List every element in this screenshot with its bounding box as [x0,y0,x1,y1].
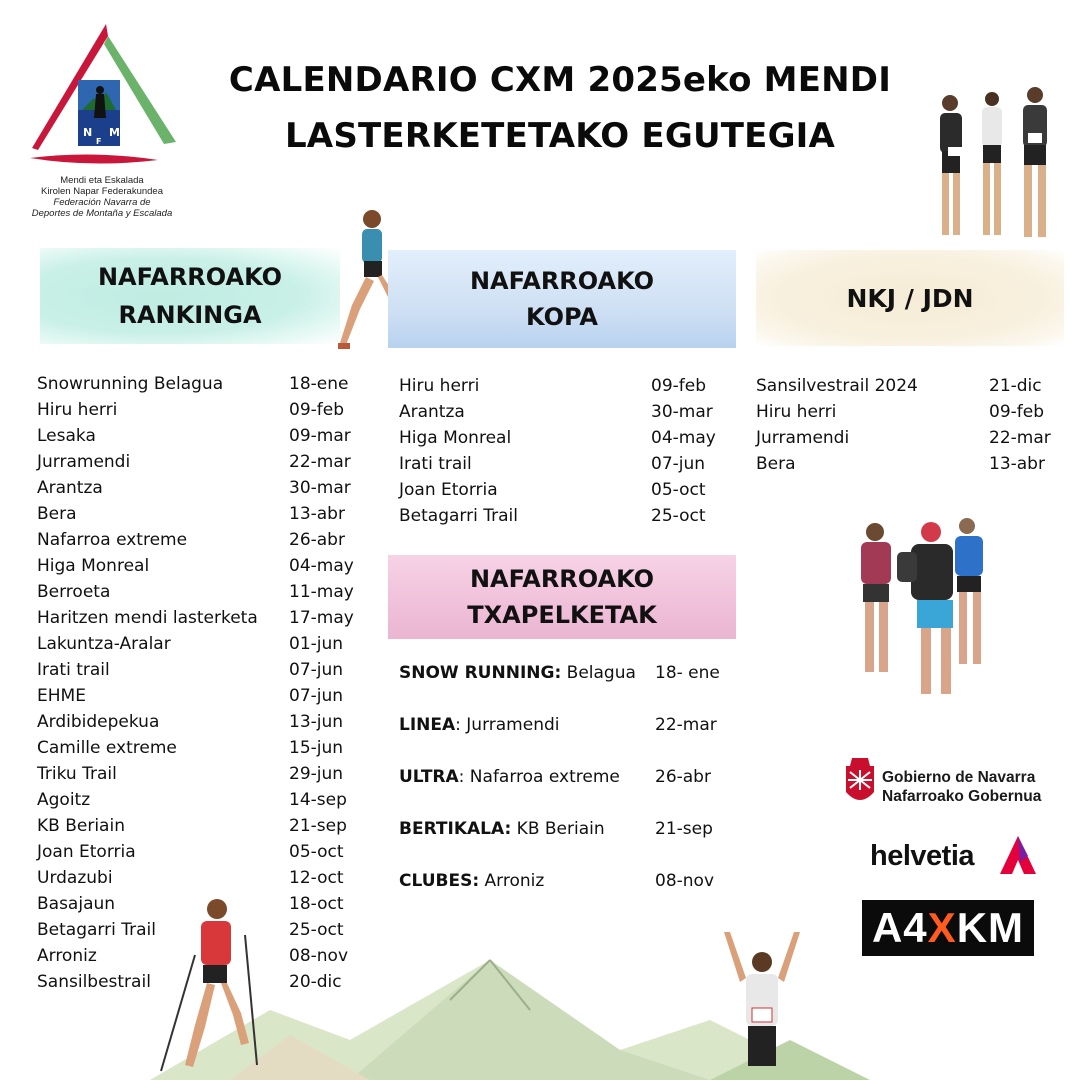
event-row [37,631,377,657]
event-row [37,553,377,579]
event-row [756,425,1076,451]
event-name: Betagarri Trail [399,506,518,526]
celebrating-runner-photo [712,930,812,1080]
txapelketak-event-list [399,660,739,920]
event-name: Joan Etorria [37,842,136,862]
event-name: Camille extreme [37,738,177,758]
event-date: 18-oct [289,894,344,914]
event-name: Ardibidepekua [37,712,160,732]
runners-group-photo [920,85,1070,250]
nkj-event-list [756,373,1076,477]
championship-event-name: : Jurramendi [455,715,560,735]
event-date: 08-nov [289,946,349,966]
event-date: 05-oct [651,480,706,500]
event-row [399,399,739,425]
svg-text:M: M [109,126,120,139]
event-name: EHME [37,686,86,706]
gobierno-navarra-shield-icon [842,756,878,810]
event-row [399,373,739,399]
event-row [37,839,377,865]
championship-category: ULTRA [399,767,459,787]
txapelketak-banner: NAFARROAKO TXAPELKETAK [388,555,736,639]
event-name: Bera [37,504,77,524]
event-row [37,371,377,397]
event-date: 25-oct [651,506,706,526]
ranking-banner: NAFARROAKO RANKINGA [40,248,340,344]
championship-date: 22-mar [655,715,717,735]
championship-date: 26-abr [655,767,711,787]
event-date: 22-mar [989,428,1051,448]
event-date: 17-may [289,608,354,628]
event-name: Agoitz [37,790,91,810]
event-name: Joan Etorria [399,480,498,500]
event-date: 29-jun [289,764,344,784]
event-name: Higa Monreal [399,428,512,448]
event-row [756,399,1076,425]
event-row [37,787,377,813]
championship-event-name: Arroniz [479,871,545,891]
event-date: 20-dic [289,972,342,992]
event-date: 25-oct [289,920,344,940]
event-row [756,373,1076,399]
event-row [37,449,377,475]
event-name: Jurramendi [756,428,850,448]
svg-text:N: N [83,126,93,139]
event-row [399,451,739,477]
event-date: 13-abr [289,504,345,524]
event-row [37,865,377,891]
event-date: 14-sep [289,790,347,810]
event-row [37,579,377,605]
championship-row [399,764,739,816]
event-name: Betagarri Trail [37,920,156,940]
event-date: 04-may [289,556,354,576]
championship-event-name: : Nafarroa extreme [458,767,620,787]
event-name: Urdazubi [37,868,113,888]
championship-date: 08-nov [655,871,715,891]
event-name: Arantza [399,402,465,422]
event-name: Snowrunning Belagua [37,374,224,394]
svg-text:F: F [96,137,102,146]
event-name: Basajaun [37,894,116,914]
event-name: Lakuntza-Aralar [37,634,171,654]
trail-runner-poles-photo [155,895,275,1075]
event-name: Sansilbestrail [37,972,151,992]
championship-row [399,816,739,868]
event-date: 26-abr [289,530,345,550]
championship-row [399,868,739,920]
event-date: 21-dic [989,376,1042,396]
event-date: 05-oct [289,842,344,862]
gobierno-navarra-logo: Gobierno de Navarra Nafarroako Gobernua [882,769,1042,805]
kopa-banner: NAFARROAKO KOPA [388,250,736,348]
event-row [37,397,377,423]
event-date: 30-mar [651,402,713,422]
kopa-event-list [399,373,739,529]
logo-red-swoosh [30,154,158,163]
event-row [756,451,1076,477]
event-row [37,475,377,501]
event-date: 15-jun [289,738,344,758]
event-row [399,477,739,503]
event-row [399,425,739,451]
event-date: 30-mar [289,478,351,498]
event-date: 18-ene [289,374,349,394]
event-date: 07-jun [289,660,344,680]
championship-category: LINEA [399,715,456,735]
event-row [37,683,377,709]
event-row [37,761,377,787]
event-name: Triku Trail [37,764,117,784]
event-name: Arantza [37,478,103,498]
championship-category: BERTIKALA: [399,819,512,839]
event-name: Berroeta [37,582,111,602]
runners-back-photo [845,512,1005,712]
event-date: 09-feb [989,402,1045,422]
championship-date: 18- ene [655,663,720,683]
event-row [37,735,377,761]
event-name: Higa Monreal [37,556,150,576]
event-name: Jurramendi [37,452,131,472]
event-name: Hiru herri [37,400,118,420]
a4xkm-logo: A4XKM [862,900,1034,956]
nkj-banner: NKJ / JDN [756,250,1064,346]
championship-category: CLUBES: [399,871,480,891]
event-name: Sansilvestrail 2024 [756,376,918,396]
event-date: 07-jun [289,686,344,706]
event-name: Arroniz [37,946,97,966]
event-date: 22-mar [289,452,351,472]
championship-category: SNOW RUNNING: [399,663,562,683]
event-row [37,657,377,683]
championship-event-name: Belagua [561,663,636,683]
event-date: 13-jun [289,712,344,732]
event-name: Lesaka [37,426,96,446]
helvetia-logo: helvetia [870,840,974,872]
event-name: Hiru herri [399,376,480,396]
championship-row [399,712,739,764]
event-name: Hiru herri [756,402,837,422]
event-row [37,501,377,527]
event-date: 01-jun [289,634,344,654]
event-date: 07-jun [651,454,706,474]
event-row [37,813,377,839]
championship-event-name: KB Beriain [511,819,605,839]
event-name: Irati trail [399,454,472,474]
event-row [37,709,377,735]
event-row [37,605,377,631]
page-title: CALENDARIO CXM 2025eko MENDI LASTERKETETAKO EGUTEGIA [228,60,892,156]
event-name: Haritzen mendi lasterketa [37,608,258,628]
event-date: 04-may [651,428,716,448]
event-row [37,423,377,449]
event-name: Nafarroa extreme [37,530,188,550]
event-name: Irati trail [37,660,110,680]
event-date: 09-feb [651,376,707,396]
event-date: 13-abr [989,454,1045,474]
helvetia-mark-icon [998,834,1038,876]
event-date: 12-oct [289,868,344,888]
event-date: 11-may [289,582,354,602]
event-name: KB Beriain [37,816,125,836]
championship-row [399,660,739,712]
event-date: 21-sep [289,816,347,836]
event-row [37,527,377,553]
federation-name: Mendi eta Eskalada Kirolen Napar Federakundea Federación Navarra de Deportes de Montaña y Escalada [31,175,173,219]
event-date: 09-mar [289,426,351,446]
event-row [399,503,739,529]
championship-date: 21-sep [655,819,713,839]
event-date: 09-feb [289,400,345,420]
event-name: Bera [756,454,796,474]
